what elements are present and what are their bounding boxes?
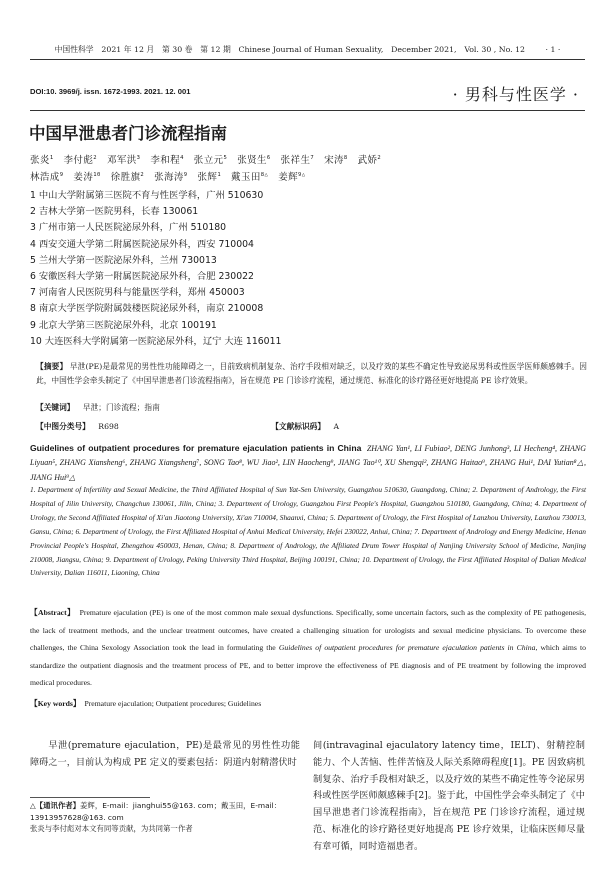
line1-author-affiliation-mark: 1 xyxy=(49,154,54,161)
affiliation-item: 10 大连医科大学附属第一医院泌尿外科，辽宁 大连 116011 xyxy=(30,335,282,347)
section-label: · 男科与性医学 · xyxy=(452,85,579,104)
line1-author-name: 宋涛 xyxy=(324,155,344,166)
doc-code: A xyxy=(333,422,340,431)
line1-author-name: 张贤生 xyxy=(237,155,267,166)
abstract-cn-label: 【摘要】 xyxy=(36,362,68,371)
authors-line-2 xyxy=(30,169,590,183)
english-abstract xyxy=(30,604,586,692)
english-authors: ZHANG Yan¹, LI Fubiao², DENG Junhong³, LI Hecheng⁴, ZHANG Liyuan⁵, ZHANG Xiansheng⁶, ZHANG Xiangsheng⁷, SONG Tao⁸, WU Jiao², LIN Haocheng⁹, JIANG Tao¹⁰, XU Shengqi², ZHANG Haitao⁹, ZHANG Hui¹, DAI Yutian⁸△, JIANG Hui⁹△ xyxy=(30,444,586,482)
line2-author-affiliation-mark: 1 xyxy=(217,171,222,178)
authors-line-1 xyxy=(30,152,590,166)
line1-author-affiliation-mark: 2 xyxy=(93,154,97,161)
line1-author-affiliation-mark: 3 xyxy=(136,154,141,161)
affiliation-item: 6 安徽医科大学第一附属医院泌尿外科，合肥 230022 xyxy=(30,271,254,282)
line2-author-affiliation-mark: 9△ xyxy=(298,171,306,178)
section-rule xyxy=(30,110,585,111)
doi: DOI:10. 3969/j. issn. 1672-1993. 2021. 12. 001 xyxy=(30,87,191,96)
english-title: Guidelines of outpatient procedures for premature ejaculation patients in China xyxy=(30,443,362,453)
line1-author-name: 邓军洪 xyxy=(106,155,137,166)
article-title: 中国早泄患者门诊流程指南 xyxy=(29,124,227,143)
classification xyxy=(36,420,587,434)
line1-author-name: 张立元 xyxy=(193,155,224,166)
english-abstract-pre: Premature ejaculation (PE) is one of the most common male sexual dysfunctions. Specifically, some uncertain factors, such as the complexity of PE pathogenesis, the lack of treatment methods, and the unclear treatment outcomes, have created a challenging situation for urologists and sexual medicine physicians. To overcome these challenges, the China Sexology Association took the lead in formulating the xyxy=(30,608,587,652)
line1-author-name: 李和程 xyxy=(150,155,181,166)
doc-code-label: 【文献标识码】 xyxy=(271,422,326,431)
footnote-rule xyxy=(30,797,150,798)
page-number: · 1 · xyxy=(545,45,561,54)
affiliation-item: 2 吉林大学第一医院男科，长春 130061 xyxy=(30,206,199,218)
affiliation-item: 1 中山大学附属第三医院不育与性医学科，广州 510630 xyxy=(30,190,264,201)
body-right: 间(intravaginal ejaculatory latency time，IELT)、射精控制能力、个人苦恼、性伴苦恼及人际关系障碍程度[1]。PE 因致病机制复杂、治疗手段相对缺乏，以及疗效的某些不确定性等令泌尿男科或性医学医师颇感棘手[2]。鉴于此，中国性学会牵头制定了《中国早泄患者门诊流程指南》，旨在规范 PE 门诊诊疗流程，通过规范、标准化的诊疗路径更好地提高 PE 诊疗效果，让临床医师尽量有章可循，同时造福患者。 xyxy=(313,740,585,852)
line1-author-affiliation-mark: 7 xyxy=(310,154,315,161)
clc-code: R698 xyxy=(98,422,119,431)
abstract-cn xyxy=(36,360,587,387)
line2-author-name: 姜涛 xyxy=(73,172,94,183)
line2-author-affiliation-mark: 2 xyxy=(140,171,145,178)
keywords-cn-label: 【关键词】 xyxy=(36,403,75,412)
english-abstract-guideline: Guidelines of outpatient procedures for premature ejaculation patients in China xyxy=(278,643,536,652)
line1-author-name: 张炎 xyxy=(30,155,50,166)
line1-author-affiliation-mark: 8 xyxy=(343,154,348,161)
line2-author-affiliation-mark: 9 xyxy=(183,171,188,178)
line1-author-name: 武娇 xyxy=(357,155,378,166)
abstract-cn-text: 早泄(PE)是最常见的男性性功能障碍之一，目前致病机制复杂、治疗手段相对缺乏，以及疗效的某些不确定性导致泌尿男科或性医学医师颇感棘手。因此，中国性学会牵头制定了《中国早泄患者门诊流程指南》，旨在规范 PE 门诊诊疗流程，通过规范、标准化的诊疗路径更好地提高 PE 诊疗效果。 xyxy=(36,362,587,385)
line2-author-affiliation-mark: 8△ xyxy=(260,171,269,178)
line2-author-name: 张海涛 xyxy=(154,172,184,183)
affiliation-item: 9 北京大学第三医院泌尿外科，北京 100191 xyxy=(30,319,217,331)
affiliation-item: 4 西安交通大学第二附属医院泌尿外科，西安 710004 xyxy=(30,238,254,250)
header-rule xyxy=(30,59,585,60)
line2-author-affiliation-mark: 9 xyxy=(59,171,64,178)
english-abstract-post: , which aims to standardize the outpatient diagnosis and the treatment process of PE, and to better improve the effectiveness of PE diagnosis and of PE treatment by following the improved medical procedures. xyxy=(30,643,586,687)
line1-author-affiliation-mark: 2 xyxy=(377,154,382,161)
line1-author-name: 李付彪 xyxy=(63,155,94,166)
footnote-label: △【通讯作者】 xyxy=(30,801,81,810)
body-left: 早泄(premature ejaculation，PE)是最常见的男性性功能障碍之一，目前认为构成 PE 定义的要素包括：阴道内射精潜伏时 xyxy=(30,740,300,768)
line2-author-affiliation-mark: 10 xyxy=(93,171,101,178)
line2-author-name: 张辉 xyxy=(197,172,218,183)
line2-author-name: 林浩成 xyxy=(30,172,60,183)
keywords-cn-text: 早泄；门诊流程；指南 xyxy=(82,403,160,412)
footnote xyxy=(30,800,300,835)
affiliation-item: 8 南京大学医学院附属鼓楼医院泌尿外科，南京 210008 xyxy=(30,303,264,315)
line1-author-name: 张祥生 xyxy=(280,155,311,166)
line2-author-name: 姜辉 xyxy=(278,172,298,183)
keywords-cn xyxy=(36,401,587,415)
english-title-block xyxy=(30,441,586,485)
footnote-text: 姜辉，E-mail：jianghui55@163. com；戴玉田，E-mail：13913957628@163. com xyxy=(30,801,282,822)
english-keywords-label: 【Key words】 xyxy=(30,699,81,708)
english-affiliations: 1. Department of Infertility and Sexual Medicine, the Third Affiliated Hospital of Sun Yat-Sen University, Guangzhou 510630, Guangdong, China; 2. Department of Andrology, the First Hospital of Jilin University, Changchun 130061, Jilin, China; 3. Department of Urology, Guangzhou First People's Hospital, Guangzhou 510180, Guangdong, China; 4. Department of Urology, the Second Affiliated Hospital of Xi'an Jiaotong University, Xi'an 710004, Shaanxi, China; 5. Department of Urology, the First Hospital of Lanzhou University, Lanzhou 730013, Gansu, China; 6. Department of Urology, the First Affiliated Hospital of Anhui Medical University, Hefei 230022, Anhui, China; 7. Department of Andrology and Energy Medicine, Henan Provincial People's Hospital, Zhengzhou 450003, Henan, China; 8. Department of Andrology, the Affiliated Drum Tower Hospital of Nanjing University School of Medicine, Nanjing 210008, Jiangsu, China; 9. Department of Urology, Peking University Third Hospital, Beijing 100191, China; 10. Department of Urology, the First Affiliated Hospital of Dalian Medical University, Dalian 116011, Liaoning, China xyxy=(30,485,586,578)
affiliation-item: 3 广州市第一人民医院泌尿外科，广州 510180 xyxy=(30,222,227,234)
line1-author-affiliation-mark: 5 xyxy=(223,154,228,161)
english-keywords-text: Premature ejaculation; Outpatient procedures; Guidelines xyxy=(84,699,262,708)
line2-author-name: 徐胜旗 xyxy=(110,172,141,183)
line1-author-affiliation-mark: 6 xyxy=(266,154,271,161)
english-keywords xyxy=(30,698,261,709)
affiliation-item: 7 河南省人民医院男科与能量医学科，郑州 450003 xyxy=(30,287,245,299)
affiliation-item: 5 兰州大学第一医院泌尿外科，兰州 730013 xyxy=(30,254,217,266)
running-header xyxy=(0,44,615,55)
clc-label: 【中图分类号】 xyxy=(36,422,90,431)
footnote-note: 张炎与李付彪对本文有同等贡献，为共同第一作者 xyxy=(30,824,193,833)
line2-author-name: 戴玉田 xyxy=(231,172,261,183)
line1-author-affiliation-mark: 4 xyxy=(180,154,184,161)
running-header-text: 中国性科学 2021 年 12 月 第 30 卷 第 12 期 Chinese Journal of Human Sexuality, December 2021, Vol. 30 , No. 12 xyxy=(54,45,526,54)
english-abstract-label: 【Abstract】 xyxy=(30,608,76,617)
